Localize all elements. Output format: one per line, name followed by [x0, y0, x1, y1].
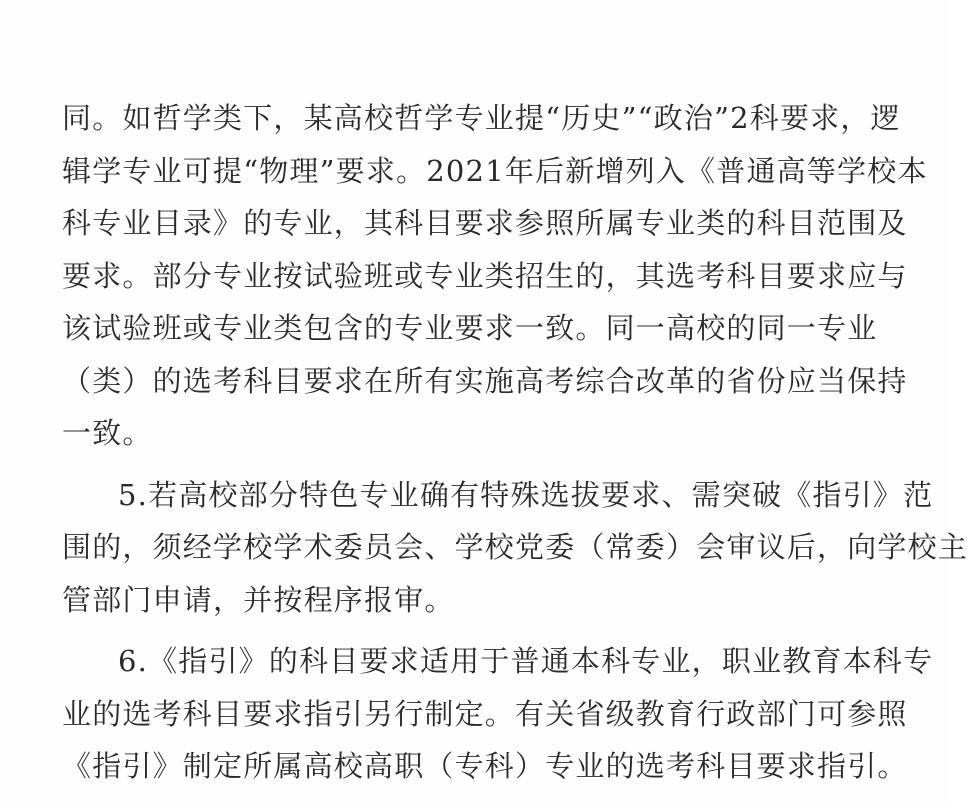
- text-line: 《指引》制定所属高校高职（专科）专业的选考科目要求指引。: [62, 749, 908, 783]
- text-line: 该试验班或专业类包含的专业要求一致。同一高校的同一专业: [62, 311, 878, 345]
- text-line: 要求。部分专业按试验班或专业类招生的，其选考科目要求应与: [62, 258, 908, 293]
- paragraph-6-first-line: 6.《指引》的科目要求适用于普通本科专业，职业教育本科专: [118, 644, 934, 678]
- text-line: 业的选考科目要求指引另行制定。有关省级教育行政部门可参照: [62, 696, 908, 731]
- text-line: 一致。: [62, 416, 153, 450]
- text-line: 同。如哲学类下，某高校哲学专业提“历史”“政治”2科要求，逻: [62, 101, 901, 135]
- text-line: 管部门申请，并按程序报审。: [62, 582, 455, 617]
- text-line: 围的，须经学校学术委员会、学校党委（常委）会审议后，向学校主: [62, 530, 968, 564]
- text-line: 辑学专业可提“物理”要求。2021年后新增列入《普通高等学校本: [62, 153, 928, 188]
- document-body: [62, 92, 968, 793]
- paragraph-5-first-line: 5.若高校部分特色专业确有特殊选拔要求、需突破《指引》范: [118, 477, 934, 512]
- text-line: （类）的选考科目要求在所有实施高考综合改革的省份应当保持: [62, 363, 908, 398]
- text-line: 科专业目录》的专业，其科目要求参照所属专业类的科目范围及: [62, 206, 908, 240]
